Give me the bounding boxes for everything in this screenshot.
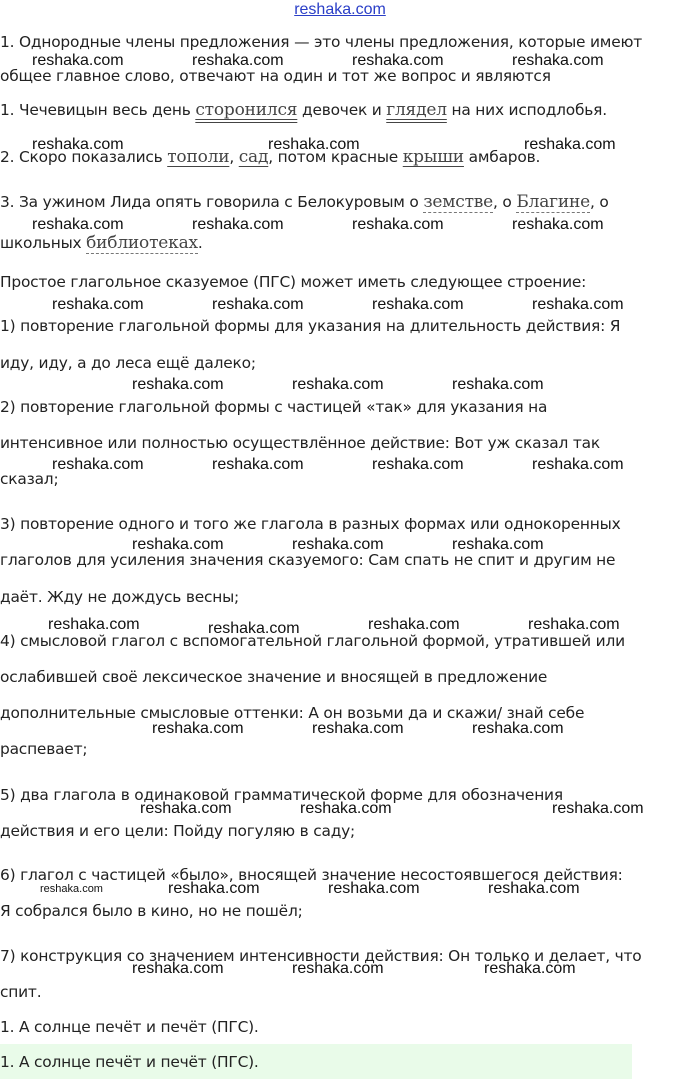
- watermark: reshaka.com: [192, 52, 284, 69]
- watermark: reshaka.com: [372, 296, 464, 313]
- sentence-1-part: девочек и: [297, 101, 387, 119]
- sentence-2-part: амбаров.: [463, 148, 541, 166]
- subject-word: тополи: [167, 147, 230, 167]
- sentence-3-part: .: [197, 234, 203, 252]
- sentence-1-part: 1. Чечевицын весь день: [0, 101, 196, 119]
- watermark: reshaka.com: [484, 960, 576, 977]
- watermark: reshaka.com: [212, 456, 304, 473]
- object-word: библиотеках: [86, 233, 198, 253]
- sentence-3-part: 3. За ужином Лида опять говорила с Белокуровым о: [0, 193, 424, 211]
- watermark: reshaka.com: [132, 376, 224, 393]
- watermark: reshaka.com: [208, 620, 300, 637]
- sentence-2-part: ,: [229, 148, 239, 166]
- sentence-3-part: , о: [589, 193, 609, 211]
- subject-word: крыши: [402, 147, 464, 167]
- watermark: reshaka.com: [52, 296, 144, 313]
- sentence-2-part: , потом красные: [268, 148, 403, 166]
- theory-item-2-line-2: интенсивное или полностью осуществлённое действие: Вот уж сказал так: [0, 434, 600, 452]
- watermark: reshaka.com: [292, 376, 384, 393]
- watermark: reshaka.com: [152, 720, 244, 737]
- watermark: reshaka.com: [488, 880, 580, 897]
- sentence-3-line-2: [0, 234, 203, 252]
- theory-item-4-line-2: ослабившей своё лексическое значение и вносящей в предложение: [0, 668, 548, 686]
- sentence-1: [0, 101, 607, 119]
- sentence-3-part: школьных: [0, 234, 87, 252]
- watermark: reshaka.com: [140, 800, 232, 817]
- watermark: reshaka.com: [512, 52, 604, 69]
- theory-item-3-line-2: глаголов для усиления значения сказуемого: Сам спать не спит и другим не: [0, 551, 616, 569]
- theory-item-2-line-1: 2) повторение глагольной формы с частицей «так» для указания на: [0, 398, 548, 416]
- task-intro-line-1: 1. Однородные члены предложения — это члены предложения, которые имеют: [0, 33, 642, 51]
- theory-item-3-line-1: 3) повторение одного и того же глагола в разных формах или однокоренных: [0, 515, 621, 533]
- watermark: reshaka.com: [32, 52, 124, 69]
- sentence-1-part: на них исподлобья.: [446, 101, 607, 119]
- theory-item-4-line-4: распевает;: [0, 740, 88, 758]
- watermark: reshaka.com: [48, 616, 140, 633]
- theory-item-1-line-2: иду, иду, а до леса ещё далеко;: [0, 354, 256, 372]
- watermark: reshaka.com: [32, 216, 124, 233]
- watermark: reshaka.com: [268, 136, 360, 153]
- predicate-word: глядел: [386, 100, 447, 120]
- watermark: reshaka.com: [212, 296, 304, 313]
- theory-item-3-line-3: даёт. Жду не дождусь весны;: [0, 588, 240, 606]
- theory-item-5-line-2: действия и его цели: Пойду погуляю в саду;: [0, 822, 356, 840]
- theory-item-4-line-1: 4) смысловой глагол с вспомогательной глагольной формой, утратившей или: [0, 632, 625, 650]
- watermark: reshaka.com: [452, 376, 544, 393]
- watermark: reshaka.com: [552, 800, 644, 817]
- sentence-2-part: 2. Скоро показались: [0, 148, 168, 166]
- watermark: reshaka.com: [352, 52, 444, 69]
- site-header-link[interactable]: reshaka.com: [294, 1, 386, 18]
- watermark: reshaka.com: [528, 616, 620, 633]
- watermark: reshaka.com: [372, 456, 464, 473]
- task-intro-line-2: общее главное слово, отвечают на один и тот же вопрос и являются: [0, 67, 551, 85]
- watermark: reshaka.com: [52, 456, 144, 473]
- theory-intro: Простое глагольное сказуемое (ПГС) может иметь следующее строение:: [0, 273, 587, 291]
- watermark: reshaka.com: [292, 960, 384, 977]
- object-word: земстве: [423, 192, 494, 212]
- sentence-3-line-1: [0, 193, 609, 211]
- watermark: reshaka.com: [132, 960, 224, 977]
- watermark: reshaka.com: [312, 720, 404, 737]
- watermark: reshaka.com: [32, 136, 124, 153]
- theory-item-6-line-1: 6) глагол с частицей «было», вносящей значение несостоявшегося действия:: [0, 866, 623, 884]
- watermark: reshaka.com: [472, 720, 564, 737]
- sentence-3-part: , о: [493, 193, 517, 211]
- watermark: reshaka.com: [300, 800, 392, 817]
- watermark: reshaka.com: [368, 616, 460, 633]
- watermark: reshaka.com: [192, 216, 284, 233]
- watermark: reshaka.com: [132, 536, 224, 553]
- highlighted-answer-text: 1. А солнце печёт и печёт (ПГС).: [0, 1053, 259, 1071]
- subject-word: сад: [238, 147, 269, 167]
- watermark: reshaka.com: [328, 880, 420, 897]
- answer-line: 1. А солнце печёт и печёт (ПГС).: [0, 1018, 259, 1036]
- watermark: reshaka.com: [532, 456, 624, 473]
- theory-item-7-line-2: спит.: [0, 983, 42, 1001]
- theory-item-2-line-3: сказал;: [0, 470, 59, 488]
- watermark: reshaka.com: [168, 880, 260, 897]
- watermark: reshaka.com: [524, 136, 616, 153]
- watermark: reshaka.com: [352, 216, 444, 233]
- theory-item-6-line-2: Я собрался было в кино, но не пошёл;: [0, 902, 303, 920]
- watermark: reshaka.com: [292, 536, 384, 553]
- theory-item-5-line-1: 5) два глагола в одинаковой грамматической форме для обозначения: [0, 786, 563, 804]
- watermark: reshaka.com: [452, 536, 544, 553]
- predicate-word: сторонился: [195, 100, 298, 120]
- theory-item-7-line-1: 7) конструкция со значением интенсивности действия: Он только и делает, что: [0, 947, 642, 965]
- theory-item-1-line-1: 1) повторение глагольной формы для указания на длительность действия: Я: [0, 317, 621, 335]
- theory-item-4-line-3: дополнительные смысловые оттенки: А он возьми да и скажи/ знай себе: [0, 704, 585, 722]
- watermark: reshaka.com: [512, 216, 604, 233]
- watermark: reshaka.com: [532, 296, 624, 313]
- object-word: Благине: [516, 192, 590, 212]
- watermark: reshaka.com: [40, 883, 103, 895]
